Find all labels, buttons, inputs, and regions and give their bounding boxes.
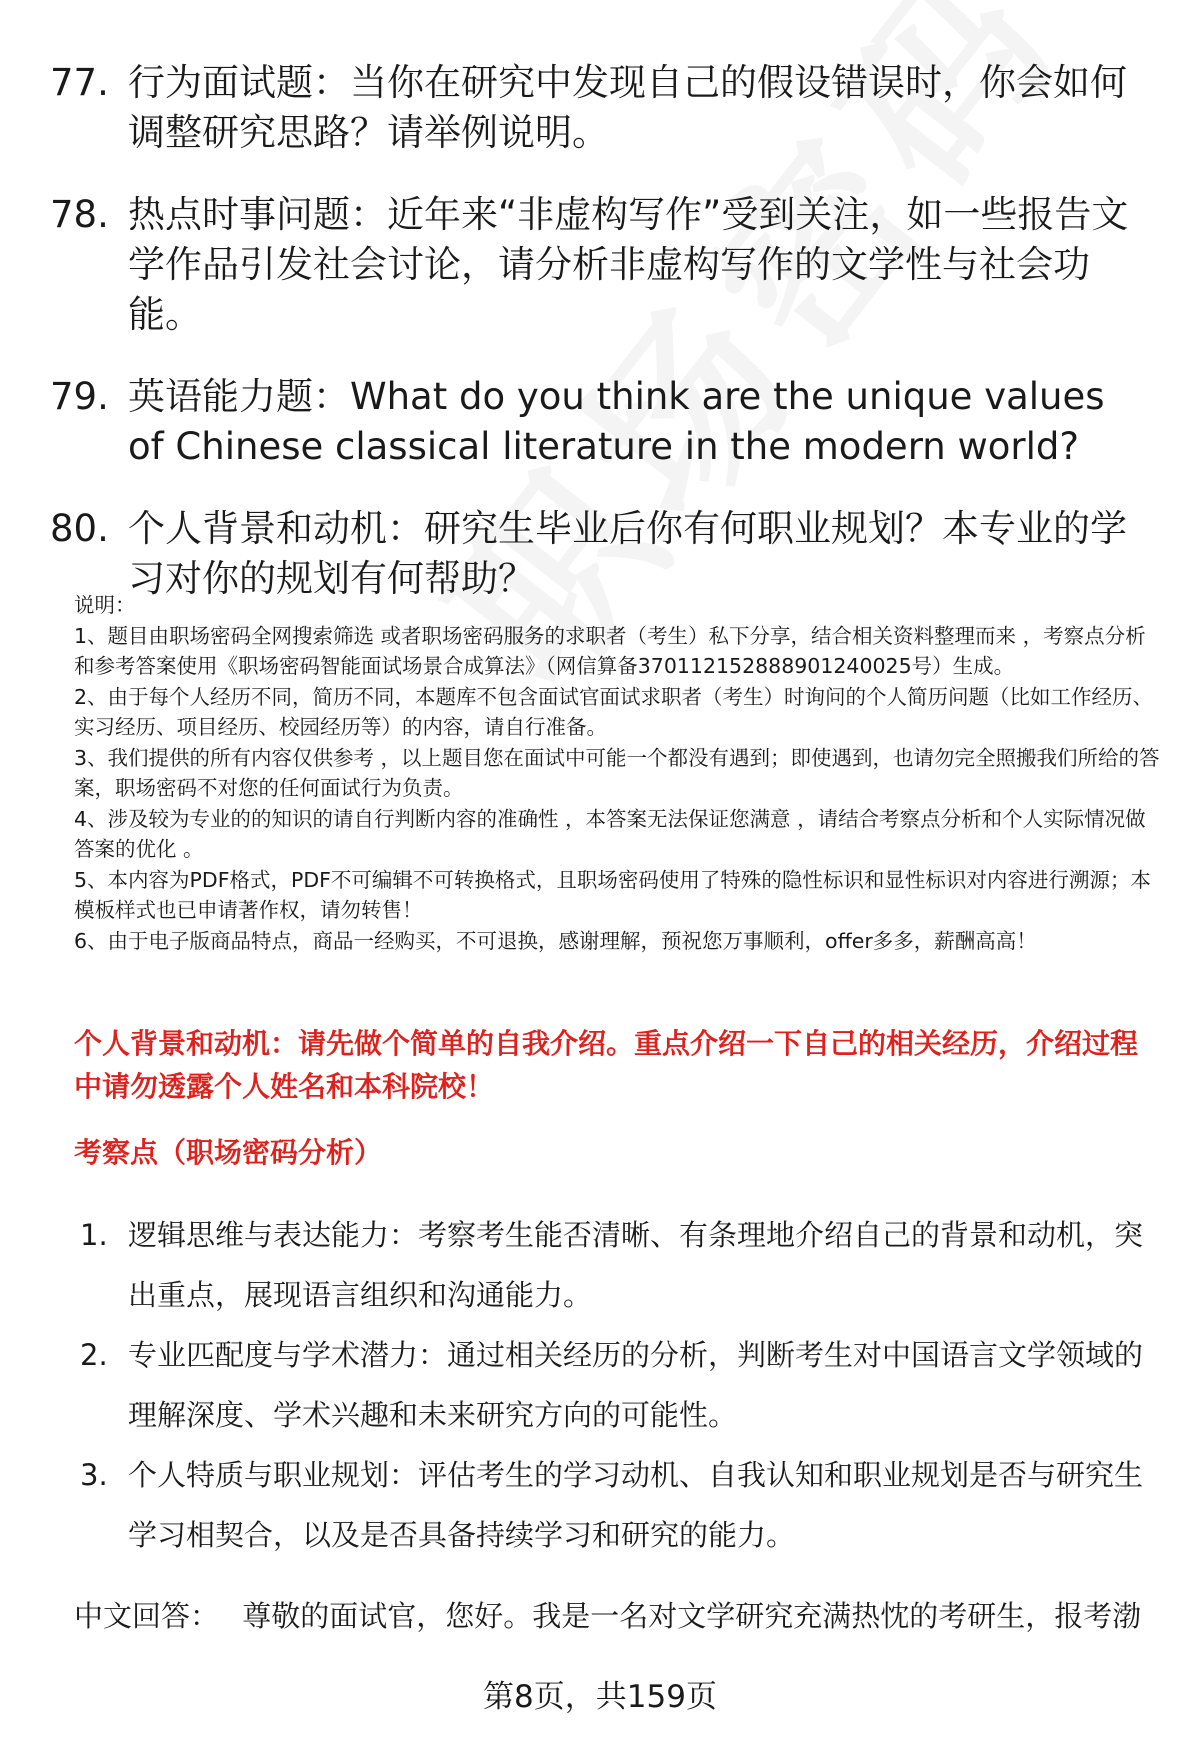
point-text: 专业匹配度与学术潜力：通过相关经历的分析，判断考生对中国语言文学领域的理解深度、学术兴趣和未来研究方向的可能性。 [128, 1338, 1144, 1432]
question-item [50, 190, 1150, 340]
question-item [50, 58, 1150, 158]
page-footer: 第8页，共159页 [483, 1679, 717, 1715]
question-text: 英语能力题：What do you think are the unique values of Chinese classical literature in the modern world? [128, 375, 1105, 468]
question-item [50, 504, 1150, 604]
question-text: 行为面试题：当你在研究中发现自己的假设错误时，你会如何调整研究思路？请举例说明。 [128, 61, 1127, 154]
answer-label: 中文回答： [74, 1599, 220, 1633]
note-item: 3、我们提供的所有内容仅供参考 ，以上题目您在面试中可能一个都没有遇到；即使遇到，也请勿完全照搬我们所给的答案，职场密码不对您的任何面试行为负责。 [74, 745, 1160, 800]
analysis-point [80, 1325, 1160, 1445]
question-number: 80. [50, 507, 109, 550]
note-item: 2、由于每个人经历不同，简历不同，本题库不包含面试官面试求职者（考生）时询问的个人简历问题（比如工作经历、实习经历、项目经历、校园经历等）的内容，请自行准备。 [74, 684, 1154, 739]
point-text: 个人特质与职业规划：评估考生的学习动机、自我认知和职业规划是否与研究生学习相契合，以及是否具备持续学习和研究的能力。 [128, 1458, 1144, 1552]
analysis-point [80, 1205, 1160, 1325]
point-number: 2. [80, 1338, 108, 1372]
interview-question-heading: 个人背景和动机：请先做个简单的自我介绍。重点介绍一下自己的相关经历，介绍过程中请勿透露个人姓名和本科院校！ [74, 1027, 1139, 1103]
note-item: 1、题目由职场密码全网搜索筛选 或者职场密码服务的求职者（考生）私下分享，结合相关资料整理而来 ，考察点分析和参考答案使用《职场密码智能面试场景合成算法》（网信算备370112152888901240025号）生成。 [74, 623, 1146, 678]
point-number: 1. [80, 1218, 108, 1252]
analysis-points [80, 1205, 1160, 1565]
question-list [50, 58, 1150, 636]
notes-title: 说明： [74, 593, 136, 617]
answer-text: 尊敬的面试官，您好。我是一名对文学研究充满热忱的考研生，报考渤 [242, 1599, 1142, 1633]
note-item: 6、由于电子版商品特点，商品一经购买，不可退换，感谢理解，预祝您万事顺利，offer多多，薪酬高高！ [74, 928, 1037, 953]
point-number: 3. [80, 1458, 108, 1492]
note-item: 4、涉及较为专业的的知识的请自行判断内容的准确性 ，本答案无法保证您满意 ，请结合考察点分析和个人实际情况做答案的优化 。 [74, 806, 1146, 861]
analysis-point [80, 1445, 1160, 1565]
question-text: 热点时事问题：近年来“非虚构写作”受到关注，如一些报告文学作品引发社会讨论，请分析非虚构写作的文学性与社会功能。 [128, 193, 1129, 336]
analysis-heading: 考察点（职场密码分析） [74, 1136, 383, 1169]
question-number: 79. [50, 375, 109, 418]
question-number: 77. [50, 61, 109, 104]
question-text: 个人背景和动机：研究生毕业后你有何职业规划？本专业的学习对你的规划有何帮助？ [128, 507, 1127, 600]
answer-section [74, 1595, 1174, 1637]
question-item [50, 372, 1150, 472]
question-number: 78. [50, 193, 109, 236]
note-item: 5、本内容为PDF格式，PDF不可编辑不可转换格式，且职场密码使用了特殊的隐性标识和显性标识对内容进行溯源；本模板样式也已申请著作权，请勿转售！ [74, 867, 1151, 922]
point-text: 逻辑思维与表达能力：考察考生能否清晰、有条理地介绍自己的背景和动机，突出重点，展现语言组织和沟通能力。 [128, 1218, 1144, 1312]
notes-section [74, 590, 1164, 956]
